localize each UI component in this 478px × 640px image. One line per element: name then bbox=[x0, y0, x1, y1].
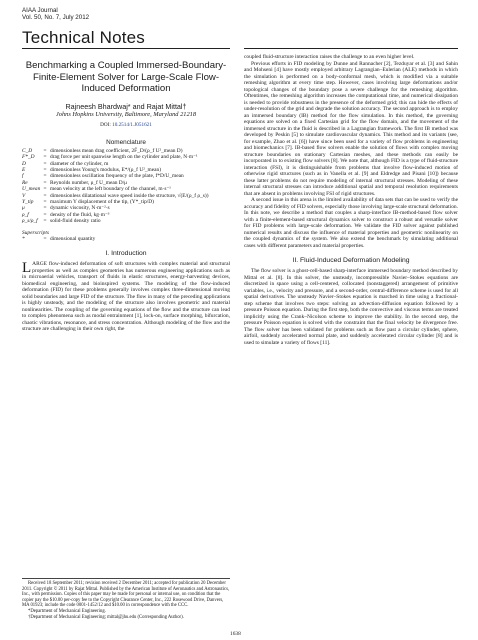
nomenclature-definition: density of the fluid, kg·m⁻³ bbox=[50, 211, 110, 218]
nomenclature-definition: drag force per unit spanwise length on the cylinder and plate, N·m⁻¹ bbox=[50, 154, 198, 161]
heading-rule bbox=[22, 48, 230, 49]
drop-cap: L bbox=[22, 260, 32, 277]
intro-section-title: I. Introduction bbox=[105, 250, 147, 258]
doi-prefix: DOI: bbox=[100, 121, 113, 128]
nomenclature-symbol: F*_D bbox=[22, 154, 35, 161]
body-paragraph: A second issue in this arena is the limited availability of data sets that can be used to verify the accuracy and fidelity of FID solvers, especially those involving large-scale structural deformation. In this note, we describe a method that couples a sharp-interface IB-method-based flow solver with a finite-element-based structural dynamics solver to construct a robust and versatile solver for FID problems with large-scale deformation. We validate the FID solver against published numerical results and discuss the influence of material properties and geometric nonlinearity on the coupled dynamics of the system. We also extend the benchmark by simulating additional cases with different parameters and material properties. bbox=[244, 197, 458, 249]
received-note: Received 18 September 2011; revision received 2 December 2011; accepted for publication 20 December 2011. Copyright © 2011 by Rajat Mittal. Published by the American Institute of Aeronautics and Astronautics, Inc., with permission. Copies of this paper may be made for personal or internal use, on condition that the copier pay the $10.00 per-copy fee to the Copyright Clearance Center, Inc., 222 Rosewood Drive, Danvers, MA 01923; include the code 0001-1452/12 and $10.00 in correspondence with the CCC. bbox=[22, 581, 230, 609]
nomenclature-definition: dimensionless oscillation frequency of the plate, f*D/U_mean bbox=[50, 173, 184, 180]
nomenclature-row: μ = dynamic viscosity, N·m⁻²·s bbox=[22, 205, 230, 211]
nomenclature-symbol: ρ_s/ρ_f bbox=[22, 218, 38, 225]
paper-affiliation: Johns Hopkins University, Baltimore, Maryland 21218 bbox=[55, 110, 197, 118]
nomenclature-symbol: D bbox=[22, 160, 26, 167]
nomenclature-symbol: Y_tip bbox=[22, 199, 34, 206]
intro-paragraph bbox=[22, 261, 230, 333]
author-footnote-2: †Department of Mechanical Engineering; mittal@jhu.edu (Corresponding Author). bbox=[28, 614, 184, 620]
body-paragraph: Previous efforts in FID modeling by Dunne and Rannacher [2], Tezduyar et al. [3] and Sahin and Mohseni [4] have mostly employed arbitrary Lagrangian–Eulerian (ALE) methods in which the simulation is performed on a body-conformal mesh, which is modified via a suitable remeshing algorithm at every time step. However, cases involving large deformations and/or topological changes of the boundary pose a severe challenge for the remeshing algorithm. Oftentimes, the remeshing algorithm increases the computational time, and numerical dissipation is needed to provide robustness in the presence of the deformed grid; this can hide the effects of under-resolution of the grid and degrade the solution accuracy. The second approach is to employ an immersed boundary (IB) method for the flow simulation. In this method, the governing equations are solved on a fixed Cartesian grid for the flow domain, and the movement of the immersed structure in the fluid is described in a Lagrangian framework. The first IB method was developed by Peskin [5] to simulate cardiovascular dynamics. This method and its variants (see, for example, Zhao et al. [6]) have since been used for a variety of flow problems in engineering and biomechanics [7]. IB-based flow solvers enable the solution of flows with complex moving structure boundaries on stationary Cartesian meshes, and these methods can easily be incorporated in to existing flow solvers [8]. We note that, although FID is a type of fluid-structure interaction (FSI), it is distinguishable from problems that involve flow-induced motion of otherwise rigid structures (such as in Vanella et al. [9] and Eldredge and Pisani [10]) because these latter problems do not require modeling of internal structural stresses. Modeling of these internal structural stresses can introduce additional spatial and temporal resolution requirements that are absent in problems involving FSI of rigid structures. bbox=[244, 60, 458, 197]
nomenclature-symbol: ρ_f bbox=[22, 211, 29, 218]
author-footnote-1: *Department of Mechanical Engineering. bbox=[28, 608, 106, 614]
paper-authors: Rajneesh Bhardwaj* and Rajat Mittal† bbox=[65, 101, 187, 111]
nomenclature-row: Y_tip = maximum Y displacement of the tip, (Y*_tip/D) bbox=[22, 199, 230, 205]
nomenclature-symbol: C_D bbox=[22, 147, 33, 154]
nomenclature-symbol: V bbox=[22, 192, 26, 199]
model-section-title: II. Fluid-Induced Deformation Modeling bbox=[292, 257, 410, 264]
nomenclature-row: F*_D = drag force per unit spanwise length on the cylinder and plate, N·m⁻¹ bbox=[22, 154, 230, 160]
nomenclature-symbol: Re bbox=[22, 179, 28, 186]
superscript-row: * = dimensional quantity bbox=[22, 236, 230, 242]
nomenclature-row: U_mean = mean velocity at the left boundary of the channel, m·s⁻¹ bbox=[22, 186, 230, 192]
nomenclature-definition: mean velocity at the left boundary of the channel, m·s⁻¹ bbox=[50, 186, 171, 193]
nomenclature-row: V = dimensionless dilatational wave speed inside the structure, √(E/(ρ_f ρ_s)) bbox=[22, 193, 230, 199]
nomenclature-symbol: U_mean bbox=[22, 186, 41, 193]
journal-header bbox=[22, 7, 89, 22]
page-number: 1638 bbox=[230, 631, 241, 637]
right-column bbox=[244, 54, 458, 346]
nomenclature-symbol: E bbox=[22, 167, 26, 173]
nomenclature-row: E = dimensionless Young's modulus, E*/(ρ_f U²_mean) bbox=[22, 167, 230, 173]
superscripts-label: Superscripts bbox=[22, 229, 49, 236]
body-paragraph: The flow solver is a ghost-cell-based sharp-interface immersed boundary method described by Mittal et al. [8]. In this solver, the unsteady, incompressible Navier–Stokes equations are discretized in space using a cell-centered, collocated (nonstaggered) arrangement of primitive variables, i.e., velocity and pressure, and a second-order, central-difference scheme is used for all spatial derivatives. The unsteady Navier–Stokes equation is marched in time using a fractional-step scheme that involves two steps: solving an advection-diffusion equation followed by a pressure Poisson equation. During the first step, both the convective and viscous terms are treated implicitly using the Crank–Nicolson scheme to improve the stability. In the second step, the pressure Poisson equation is solved with the constraint that the final velocity be divergence free. The flow solver has been validated for problems such as flow past a circular cylinder, sphere, airfoil, suddenly accelerated normal plate, and suddenly accelerated circular cylinder [8] and is used to simulate a variety of flows [11]. bbox=[244, 268, 458, 346]
nomenclature-definition: dimensionless dilatational wave speed inside the structure, √(E/(ρ_f ρ_s)) bbox=[50, 192, 209, 199]
nomenclature-row: ρ_f = density of the fluid, kg·m⁻³ bbox=[22, 212, 230, 218]
doi-link[interactable]: 10.2514/1.J051621 bbox=[112, 121, 152, 128]
nomenclature-definition: maximum Y displacement of the tip, (Y*_tip/D) bbox=[50, 199, 154, 206]
journal-name: AIAA Journal bbox=[22, 7, 58, 14]
nomenclature-definition: solid-fluid density ratio bbox=[50, 218, 101, 225]
nomenclature-definition: dimensionless Young's modulus, E*/(ρ_f U²_mean) bbox=[50, 167, 161, 173]
superscript-symbol: * bbox=[22, 236, 25, 243]
superscript-definition: dimensional quantity bbox=[50, 236, 96, 243]
heading-rule-right bbox=[244, 48, 458, 49]
doi-line bbox=[22, 122, 230, 129]
nomenclature-row: ρ_s/ρ_f = solid-fluid density ratio bbox=[22, 218, 230, 224]
nomenclature-row: Re = Reynolds number, ρ_f U_mean D/μ bbox=[22, 180, 230, 186]
nomenclature-title: Nomenclature bbox=[106, 138, 146, 146]
nomenclature-definition: dynamic viscosity, N·m⁻²·s bbox=[50, 205, 110, 212]
nomenclature-symbol: f bbox=[22, 173, 24, 180]
nomenclature-row: f = dimensionless oscillation frequency of the plate, f*D/U_mean bbox=[22, 173, 230, 179]
paper-title: Benchmarking a Coupled Immersed-Boundary-Finite-Element Solver for Large-Scale Flow-Induced Deformation bbox=[25, 60, 227, 95]
body-paragraph: coupled fluid-structure interaction raises the challenge to an even higher level. bbox=[244, 54, 415, 60]
nomenclature-symbol: μ bbox=[22, 205, 25, 212]
nomenclature-definition: diameter of the cylinder, m bbox=[50, 160, 109, 167]
nomenclature-definition: Reynolds number, ρ_f U_mean D/μ bbox=[50, 179, 128, 186]
left-column bbox=[22, 54, 230, 333]
nomenclature-definition: dimensionless mean drag coefficient, 2F̄_D/(ρ_f U²_mean D) bbox=[50, 147, 183, 154]
journal-volume: Vol. 50, No. 7, July 2012 bbox=[22, 14, 90, 22]
section-heading: Technical Notes bbox=[22, 28, 146, 47]
nomenclature-row: C_D = dimensionless mean drag coefficient, 2F̄_D/(ρ_f U²_mean D) bbox=[22, 148, 230, 154]
nomenclature-row: D = diameter of the cylinder, m bbox=[22, 161, 230, 167]
footnotes bbox=[22, 578, 230, 620]
nomenclature-list bbox=[22, 148, 230, 243]
intro-text: ARGE flow-induced deformation of soft structures with complex material and structural properties as well as complex geometries has numerous engineering applications such as in microaerial vehicles, transport of fluids in elastic structures, energy-harvesting devices, biomedical engineering, and bioinspired systems. The modeling of the flow-induced deformation (FID) for these problems generally involves complex three-dimensional moving solid boundaries and large FID of the structure. The flow in many of the preceding applications is highly unsteady, and the modeling of the structure also involves geometric and material nonlinearities. The coupling of the governing equations of the flow and the structure can lead to complex phenomena such as modal entrainment [1], lock-on, surface morphing, bifurcation, chaotic vibrations, resonance, and stress concentration. Although modeling of the flow and the structure are challenging in their own right, the bbox=[22, 261, 230, 333]
